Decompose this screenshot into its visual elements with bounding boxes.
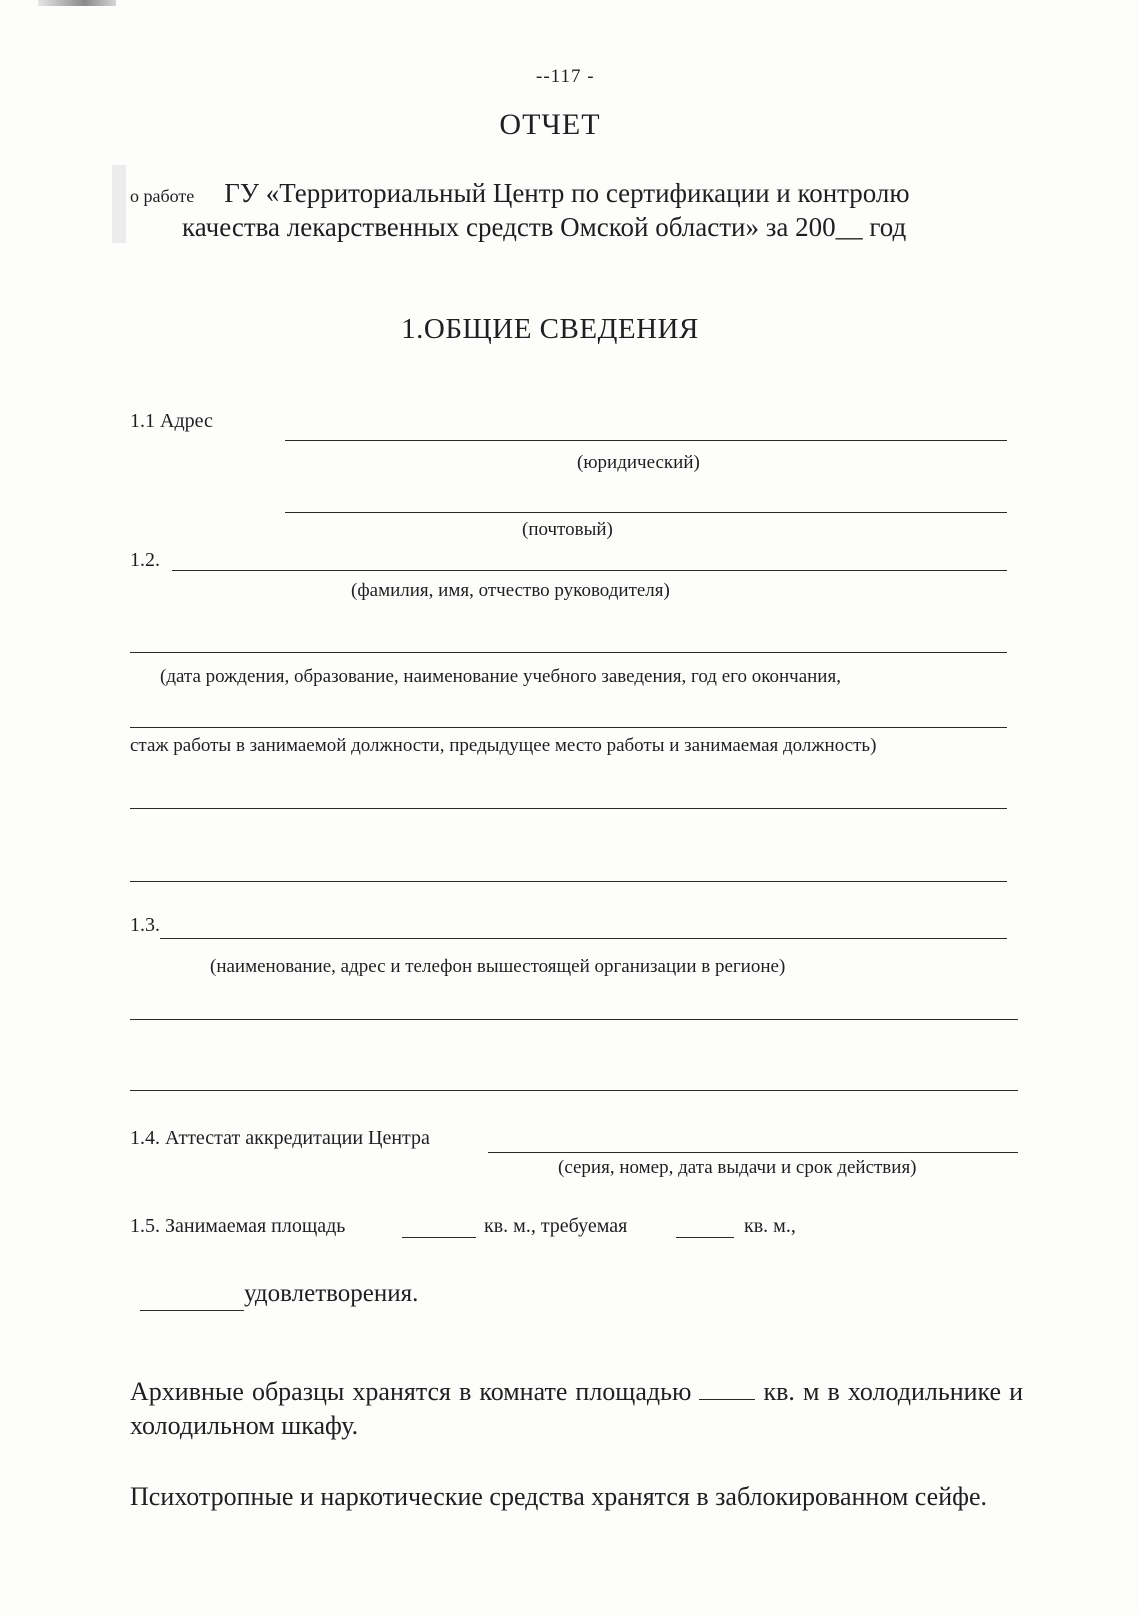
org-line-2 [130, 1019, 1018, 1020]
address-legal-line [285, 440, 1007, 441]
satisfaction-blank [140, 1310, 244, 1311]
area-occupied-blank [402, 1237, 476, 1238]
org-line-3 [130, 1090, 1018, 1091]
document-title: ОТЧЕТ [499, 108, 601, 141]
subtitle-text-1: ГУ «Территориальный Центр по сертификации и контролю [224, 178, 910, 208]
cert-line [488, 1152, 1018, 1153]
address-legal-hint: (юридический) [577, 452, 700, 473]
page-number: --117 - [536, 66, 595, 87]
manager-label: 1.2. [130, 549, 160, 571]
subtitle-prefix: о работе [130, 186, 195, 206]
area-required-label: кв. м., требуемая [484, 1215, 628, 1237]
cert-hint: (серия, номер, дата выдачи и срок действия) [558, 1157, 917, 1178]
manager-bio-line-4 [130, 881, 1007, 882]
scan-artifact [38, 0, 116, 6]
manager-bio-line-3 [130, 808, 1007, 809]
area-required-blank [676, 1237, 734, 1238]
scan-shadow [112, 165, 126, 243]
area-label: 1.5. Занимаемая площадь [130, 1215, 346, 1237]
satisfaction-text: удовлетворения. [244, 1280, 419, 1307]
address-postal-hint: (почтовый) [522, 519, 613, 540]
address-postal-line [285, 512, 1007, 513]
document-subtitle-line1 [130, 178, 910, 209]
manager-bio-hint-1: (дата рождения, образование, наименование учебного заведения, год его окончания, [160, 666, 841, 687]
archive-text-2: кв. м в холодильнике и холодильном шкафу. [130, 1377, 1024, 1440]
manager-hint: (фамилия, имя, отчество руководителя) [351, 580, 670, 601]
manager-bio-line-2 [130, 727, 1007, 728]
archive-text-1: Архивные образцы хранятся в комнате площадью [130, 1377, 692, 1406]
cert-label: 1.4. Аттестат аккредитации Центра [130, 1127, 430, 1149]
manager-bio-hint-2: стаж работы в занимаемой должности, предыдущее место работы и занимаемая должность) [130, 735, 877, 756]
area-unit-end: кв. м., [744, 1215, 796, 1237]
org-line [160, 938, 1007, 939]
psycho-paragraph: Психотропные и наркотические средства хранятся в заблокированном сейфе. [130, 1482, 987, 1511]
archive-paragraph [130, 1375, 1023, 1443]
address-label: 1.1 Адрес [130, 410, 213, 432]
archive-area-blank [699, 1377, 755, 1400]
org-hint: (наименование, адрес и телефон вышестоящей организации в регионе) [210, 956, 786, 977]
manager-bio-line-1 [130, 652, 1007, 653]
org-label: 1.3. [130, 914, 160, 936]
document-subtitle-line2: качества лекарственных средств Омской области» за 200__ год [182, 212, 907, 242]
manager-name-line [172, 570, 1007, 571]
section-title: 1.ОБЩИЕ СВЕДЕНИЯ [401, 313, 699, 345]
